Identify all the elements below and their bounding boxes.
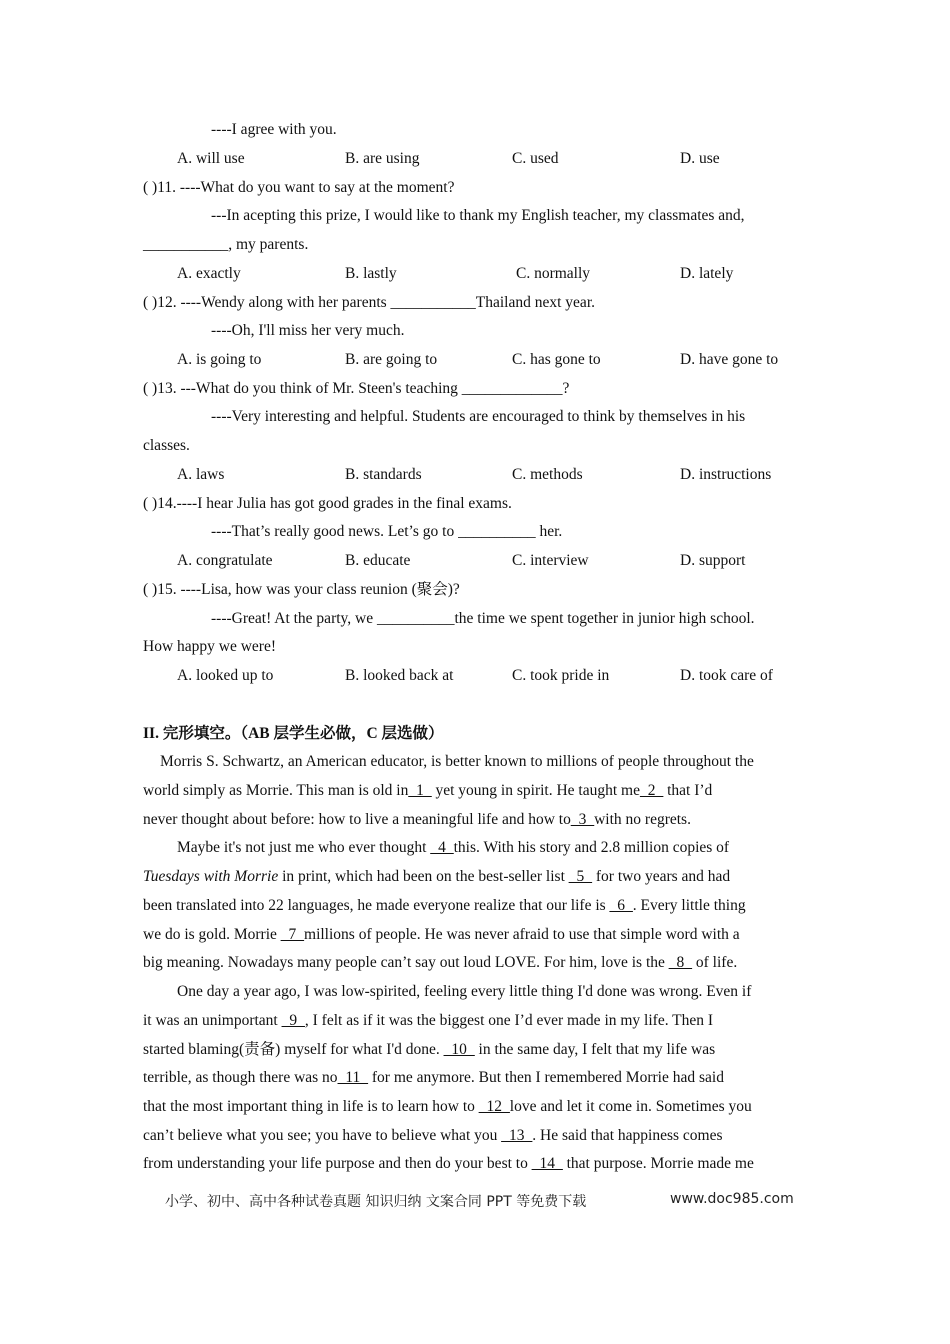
- passage-line: big meaning. Nowadays many people can’t say out loud LOVE. For him, love is the _8_ of life.: [143, 954, 738, 971]
- page-footer: [165, 1191, 794, 1211]
- q12-option-c: C. has gone to: [512, 351, 601, 368]
- blank-6: _6_: [609, 897, 633, 914]
- passage-line: Tuesdays with Morrie in print, which had been on the best-seller list _5_ for two years and had: [143, 868, 731, 885]
- q14-option-b: B. educate: [345, 552, 411, 569]
- q14-option-c: C. interview: [512, 552, 589, 569]
- passage-line: world simply as Morrie. This man is old in_1_ yet young in spirit. He taught me_2_ that I’d: [143, 782, 713, 799]
- q14-option-a: A. congratulate: [177, 552, 273, 569]
- footer-url[interactable]: www.doc985.com: [670, 1191, 794, 1207]
- blank-11: _11_: [337, 1069, 368, 1086]
- q11-option-c: C. normally: [516, 265, 591, 282]
- q15-option-a: A. looked up to: [177, 667, 274, 684]
- passage-line: terrible, as though there was no_11_ for me anymore. But then I remembered Morrie had said: [143, 1069, 724, 1086]
- q15-reply-2: How happy we were!: [143, 638, 276, 655]
- q12-reply-1: ----Oh, I'll miss her very much.: [211, 322, 405, 339]
- blank-9: _9_: [281, 1012, 305, 1029]
- blank-10: _10_: [443, 1041, 475, 1058]
- q11-option-d: D. lately: [680, 265, 734, 282]
- q11-reply-2: ___________, my parents.: [143, 236, 309, 253]
- q11-reply-1: ---In acepting this prize, I would like to thank my English teacher, my classmates and,: [211, 207, 745, 224]
- passage-line: Morris S. Schwartz, an American educator, is better known to millions of people throughout the: [160, 753, 754, 770]
- q11-option-a: A. exactly: [177, 265, 241, 282]
- q15-option-d: D. took care of: [680, 667, 773, 684]
- q11-stem: ( )11. ----What do you want to say at the moment?: [143, 179, 455, 196]
- q14-stem: ( )14.----I hear Julia has got good grades in the final exams.: [143, 495, 512, 512]
- q13-option-b: B. standards: [345, 466, 422, 483]
- passage-line: it was an unimportant _9_, I felt as if it was the biggest one I’d ever made in my life. Then I: [143, 1012, 714, 1029]
- q10-option-d: D. use: [680, 150, 720, 167]
- q14-reply-1: ----That’s really good news. Let’s go to __________ her.: [211, 523, 563, 540]
- passage-line: can’t believe what you see; you have to believe what you _13_. He said that happiness comes: [143, 1127, 723, 1144]
- q13-stem: ( )13. ---What do you think of Mr. Steen's teaching _____________?: [143, 380, 570, 397]
- q13-option-c: C. methods: [512, 466, 583, 483]
- passage-line: One day a year ago, I was low-spirited, feeling every little thing I'd done was wrong. Even if: [177, 983, 752, 1000]
- blank-4: _4_: [430, 839, 454, 856]
- q15-stem: ( )15. ----Lisa, how was your class reunion (聚会)?: [143, 581, 460, 598]
- blank-7: _7_: [280, 926, 305, 943]
- passage-line: never thought about before: how to live a meaningful life and how to_3_with no regrets.: [143, 811, 691, 828]
- q12-option-b: B. are going to: [345, 351, 438, 368]
- q12-stem: ( )12. ----Wendy along with her parents ___________Thailand next year.: [143, 294, 595, 311]
- q15-reply-1: ----Great! At the party, we __________the time we spent together in junior high school.: [211, 610, 755, 627]
- passage-line: started blaming(责备) myself for what I'd done. _10_ in the same day, I felt that my life was: [143, 1041, 716, 1058]
- q13-reply-2: classes.: [143, 437, 190, 454]
- q12-option-d: D. have gone to: [680, 351, 779, 368]
- q13-reply-1: ----Very interesting and helpful. Students are encouraged to think by themselves in his: [211, 408, 746, 425]
- blank-1: _1_: [408, 782, 432, 799]
- q10-option-c: C. used: [512, 150, 559, 167]
- book-title: Tuesdays with Morrie: [143, 868, 279, 885]
- passage-line: Maybe it's not just me who ever thought _4_this. With his story and 2.8 million copies of: [177, 839, 730, 856]
- section-heading: II. 完形填空。（AB 层学生必做，C 层选做）: [143, 725, 444, 742]
- q14-option-d: D. support: [680, 552, 746, 569]
- q13-option-a: A. laws: [177, 466, 225, 483]
- q10-option-b: B. are using: [345, 150, 420, 167]
- footer-text: 小学、初中、高中各种试卷真题 知识归纳 文案合同 PPT 等免费下载: [165, 1194, 587, 1210]
- q15-option-b: B. looked back at: [345, 667, 454, 684]
- blank-12: _12_: [478, 1098, 510, 1115]
- passage-line: from understanding your life purpose and then do your best to _14_ that purpose. Morrie made me: [143, 1155, 754, 1172]
- passage-line: that the most important thing in life is to learn how to _12_love and let it come in. Sometimes you: [143, 1098, 752, 1115]
- blank-8: _8_: [668, 954, 693, 971]
- q10-reply: ----I agree with you.: [211, 121, 337, 138]
- blank-5: _5_: [568, 868, 593, 885]
- blank-3: _3_: [570, 811, 595, 828]
- blank-14: _14_: [531, 1155, 563, 1172]
- q12-option-a: A. is going to: [177, 351, 262, 368]
- blank-2: _2_: [639, 782, 664, 799]
- q11-option-b: B. lastly: [345, 265, 397, 282]
- passage-line: been translated into 22 languages, he made everyone realize that our life is _6_. Every little thing: [143, 897, 746, 914]
- q13-option-d: D. instructions: [680, 466, 772, 483]
- blank-13: _13_: [501, 1127, 533, 1144]
- passage-line: we do is gold. Morrie _7_millions of people. He was never afraid to use that simple word with a: [143, 926, 740, 943]
- q10-option-a: A. will use: [177, 150, 245, 167]
- q15-option-c: C. took pride in: [512, 667, 610, 684]
